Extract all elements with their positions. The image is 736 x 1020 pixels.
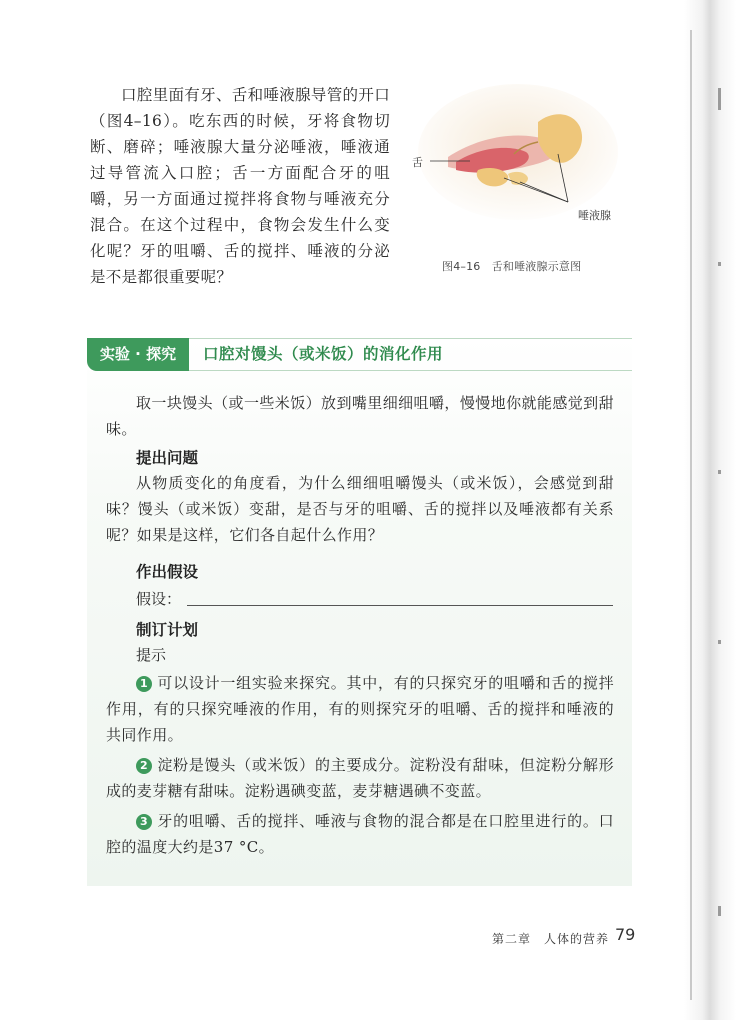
hint-number-badge: 2 — [136, 758, 152, 774]
figure-caption: 图4–16 舌和唾液腺示意图 — [442, 260, 582, 273]
experiment-intro: 取一块馒头（或一些米饭）放到嘴里细细咀嚼，慢慢地你就能感觉到甜味。 — [106, 394, 614, 438]
intro-paragraph: 口腔里面有牙、舌和唾液腺导管的开口（图4–16）。吃东西的时候，牙将食物切断、磨碎；唾液腺大量分泌唾液，唾液通过导管流入口腔；舌一方面配合牙的咀嚼，另一方面通过搅拌将食物与唾液充分混合。在这个过程中，食物会发生什么变化呢？牙的咀嚼、舌的搅拌、唾液的分泌是不是都很重要呢？ — [90, 86, 390, 286]
intro-text — [90, 82, 390, 290]
label-salivary-gland: 唾液腺 — [578, 209, 611, 222]
edge-mark — [718, 262, 721, 266]
experiment-header — [87, 338, 632, 371]
anatomy-illustration — [408, 82, 628, 252]
page-binding-line — [690, 30, 692, 1000]
hint-text: 可以设计一组实验来探究。其中，有的只探究牙的咀嚼和舌的搅拌作用，有的只探究唾液的作用，有的则探究牙的咀嚼、舌的搅拌和唾液的共同作用。 — [106, 674, 614, 744]
figure-tongue-salivary-glands — [408, 82, 628, 277]
heading-hypothesis: 作出假设 — [136, 563, 199, 581]
experiment-title: 口腔对馒头（或米饭）的消化作用 — [203, 345, 444, 363]
hint-number-badge: 3 — [136, 814, 152, 830]
heading-plan: 制订计划 — [136, 621, 199, 639]
hypothesis-blank-line — [187, 605, 613, 606]
edge-mark — [718, 470, 721, 474]
edge-mark — [718, 906, 721, 916]
page-number: 79 — [615, 925, 636, 944]
hint-text: 牙的咀嚼、舌的搅拌、唾液与食物的混合都是在口腔里进行的。口腔的温度大约是37 °C。 — [106, 812, 614, 856]
edge-mark — [718, 88, 721, 110]
label-tongue: 舌 — [412, 156, 423, 169]
experiment-badge: 实验 · 探究 — [87, 338, 189, 371]
hint-item — [106, 808, 614, 860]
chapter-footer: 第二章 人体的营养 — [492, 932, 610, 946]
hint-item — [106, 670, 614, 748]
hint-number-badge: 1 — [136, 676, 152, 692]
experiment-panel — [87, 338, 632, 886]
hypothesis-label: 假设： — [136, 590, 182, 608]
question-text: 从物质变化的角度看，为什么细细咀嚼馒头（或米饭），会感觉到甜味？馒头（或米饭）变甜，是否与牙的咀嚼、舌的搅拌以及唾液都有关系呢？如果是这样，它们各自起什么作用？ — [106, 474, 614, 544]
hint-item — [106, 752, 614, 804]
heading-question: 提出问题 — [136, 449, 199, 467]
hint-text: 淀粉是馒头（或米饭）的主要成分。淀粉没有甜味，但淀粉分解形成的麦芽糖有甜味。淀粉遇碘变蓝，麦芽糖遇碘不变蓝。 — [106, 756, 614, 800]
hint-label: 提示 — [136, 646, 167, 664]
edge-mark — [718, 640, 721, 644]
